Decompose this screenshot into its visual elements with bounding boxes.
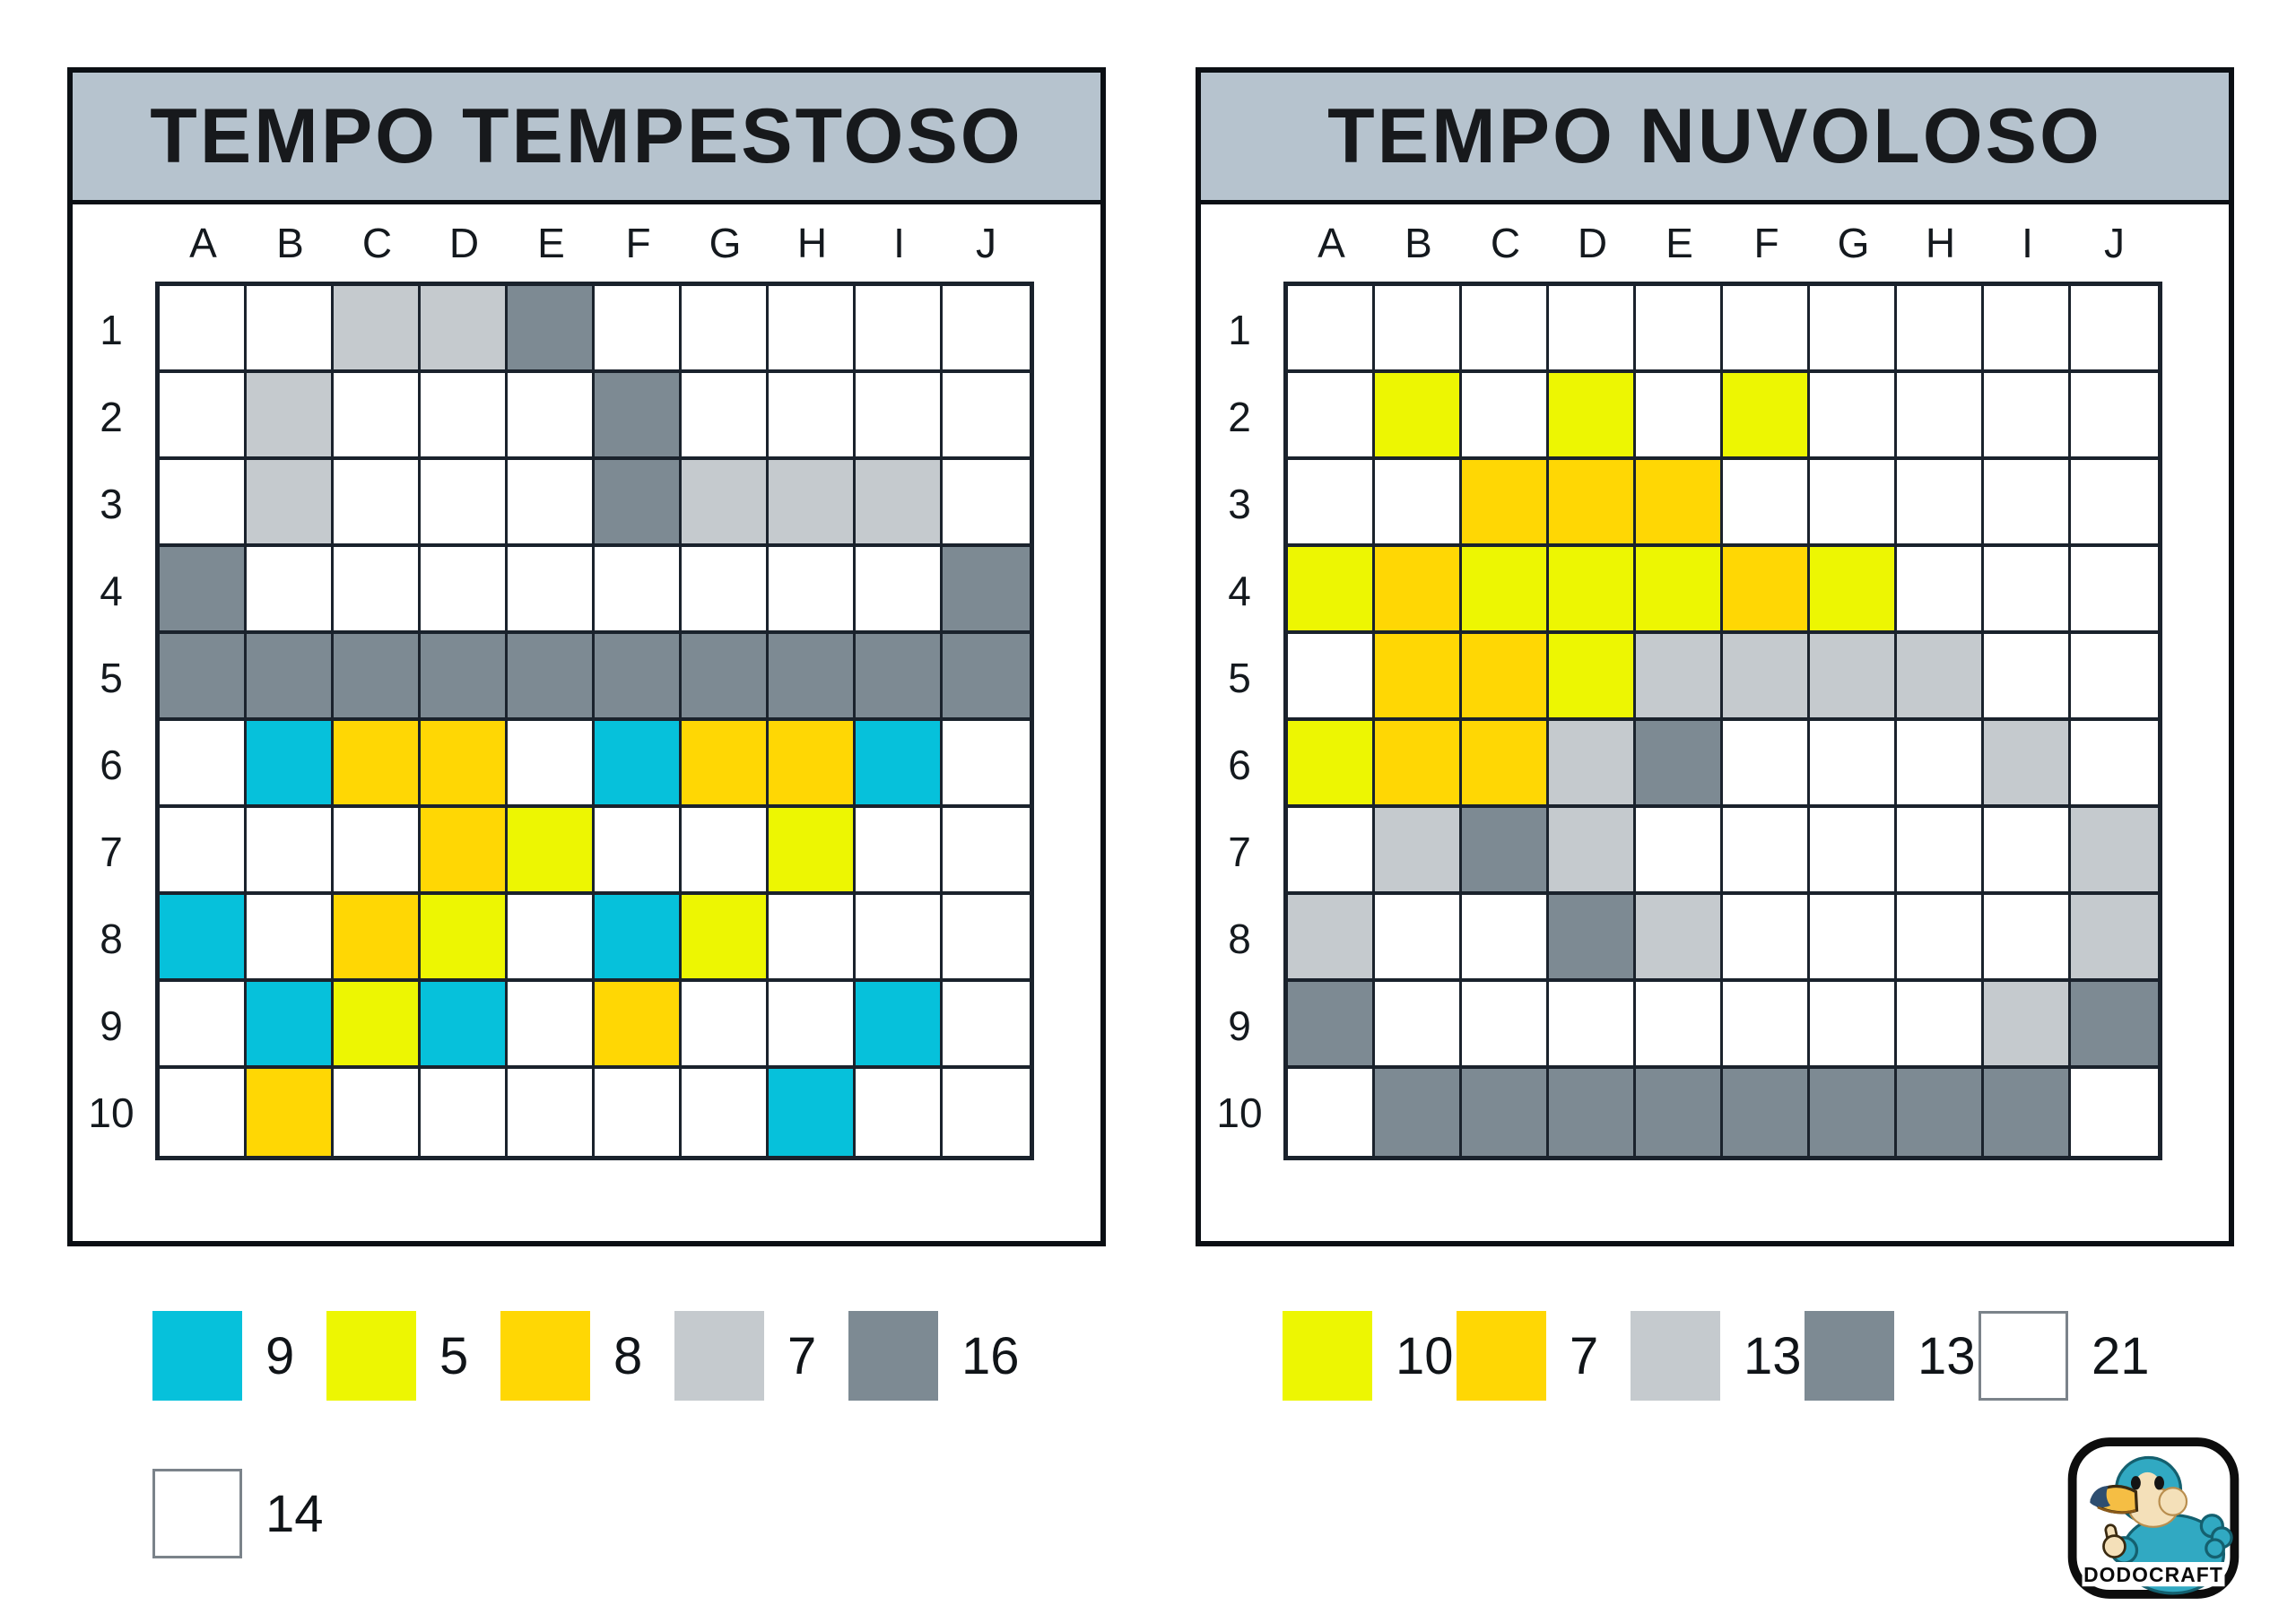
grid-cell-A3 — [1288, 460, 1375, 547]
grid-cell-H2 — [769, 373, 856, 460]
grid-cell-C4 — [1462, 547, 1549, 634]
grid-cell-D6 — [421, 721, 508, 808]
panel-title-bar — [1201, 73, 2229, 204]
grid-cell-G9 — [682, 982, 769, 1069]
row-labels — [73, 286, 150, 1156]
grid-cell-F3 — [1723, 460, 1810, 547]
dodo-badge — [2066, 1433, 2241, 1603]
grid-cell-C1 — [1462, 286, 1549, 373]
grid-cell-E5 — [508, 634, 595, 721]
grid-cell-C6 — [1462, 721, 1549, 808]
row-label-7: 7 — [1228, 828, 1251, 875]
legend-swatch-white — [1979, 1311, 2068, 1401]
grid-cell-E7 — [508, 808, 595, 895]
legend-item-lightgray — [1631, 1311, 1805, 1401]
grid-cell-B9 — [1375, 982, 1462, 1069]
grid-cell-J7 — [943, 808, 1030, 895]
row-label-3: 3 — [100, 480, 123, 527]
grid-cell-F6 — [595, 721, 682, 808]
legend-row — [1283, 1311, 2152, 1401]
grid-cell-D2 — [1549, 373, 1636, 460]
grid-cell-G4 — [682, 547, 769, 634]
grid-cell-C2 — [334, 373, 421, 460]
grid-cell-E2 — [508, 373, 595, 460]
legend-count-darkgray: 13 — [1918, 1326, 1976, 1385]
grid-cell-G3 — [682, 460, 769, 547]
grid-cell-F9 — [595, 982, 682, 1069]
grid-cell-A8 — [160, 895, 247, 982]
column-letter-G: G — [1837, 220, 1870, 266]
grid-cell-B2 — [1375, 373, 1462, 460]
grid-cell-F10 — [595, 1069, 682, 1156]
grid-cell-F8 — [1723, 895, 1810, 982]
grid-cell-I8 — [1984, 895, 2071, 982]
grid-cell-G2 — [1810, 373, 1897, 460]
legend-count-yellow: 10 — [1396, 1326, 1454, 1385]
legend-count-cyan: 9 — [265, 1326, 295, 1385]
grid-cell-D7 — [421, 808, 508, 895]
grid-cell-E3 — [508, 460, 595, 547]
row-label-3: 3 — [1228, 480, 1251, 527]
grid-cell-B2 — [247, 373, 334, 460]
grid-cell-H8 — [1897, 895, 1984, 982]
grid-cell-G10 — [682, 1069, 769, 1156]
grid-cell-D8 — [1549, 895, 1636, 982]
column-letter-C: C — [1490, 220, 1521, 266]
row-label-6: 6 — [1228, 741, 1251, 788]
grid-cell-J3 — [943, 460, 1030, 547]
grid-cell-F2 — [595, 373, 682, 460]
grid-cell-A8 — [1288, 895, 1375, 982]
legend-row — [152, 1469, 1022, 1558]
grid-cell-H6 — [1897, 721, 1984, 808]
grid-cell-C9 — [1462, 982, 1549, 1069]
grid-cell-E6 — [1636, 721, 1723, 808]
grid-cell-I5 — [1984, 634, 2071, 721]
grid-cell-E4 — [508, 547, 595, 634]
grid-cell-E8 — [1636, 895, 1723, 982]
grid-cell-F5 — [595, 634, 682, 721]
grid-cell-G10 — [1810, 1069, 1897, 1156]
column-letters — [160, 204, 1030, 282]
row-label-4: 4 — [100, 567, 123, 614]
grid-cell-D5 — [421, 634, 508, 721]
grid-cell-D4 — [421, 547, 508, 634]
legend-tempestoso — [152, 1311, 1022, 1558]
grid-cell-C7 — [334, 808, 421, 895]
grid-cell-G7 — [1810, 808, 1897, 895]
grid-cell-F5 — [1723, 634, 1810, 721]
row-label-8: 8 — [100, 915, 123, 962]
grid-cell-C5 — [1462, 634, 1549, 721]
grid-cell-J5 — [2071, 634, 2158, 721]
grid-cell-H4 — [769, 547, 856, 634]
legend-item-darkgray — [848, 1311, 1022, 1401]
grid-cell-F1 — [595, 286, 682, 373]
grid-cell-F8 — [595, 895, 682, 982]
grid-cell-J6 — [943, 721, 1030, 808]
grid-cell-J10 — [2071, 1069, 2158, 1156]
grid-cell-B10 — [247, 1069, 334, 1156]
grid-cell-H9 — [1897, 982, 1984, 1069]
row-label-5: 5 — [1228, 654, 1251, 701]
grid-cell-B4 — [1375, 547, 1462, 634]
grid-cell-H5 — [769, 634, 856, 721]
grid-cell-A5 — [1288, 634, 1375, 721]
logo-brand: DODOCRAFT — [2083, 1562, 2223, 1586]
row-label-9: 9 — [100, 1002, 123, 1049]
grid-cell-J10 — [943, 1069, 1030, 1156]
grid-cell-D10 — [1549, 1069, 1636, 1156]
grid-cell-E7 — [1636, 808, 1723, 895]
grid-cell-G3 — [1810, 460, 1897, 547]
grid-cell-D10 — [421, 1069, 508, 1156]
grid-cell-C8 — [334, 895, 421, 982]
legend-count-lightgray: 13 — [1744, 1326, 1802, 1385]
grid-cell-A9 — [160, 982, 247, 1069]
column-letter-H: H — [796, 220, 828, 266]
grid-cell-E8 — [508, 895, 595, 982]
grid-cell-C2 — [1462, 373, 1549, 460]
row-label-2: 2 — [100, 393, 123, 440]
grid-cell-C1 — [334, 286, 421, 373]
grid-cell-B7 — [247, 808, 334, 895]
grid-cell-B3 — [1375, 460, 1462, 547]
row-label-10: 10 — [88, 1089, 135, 1136]
grid-cell-E3 — [1636, 460, 1723, 547]
grid-cell-G6 — [1810, 721, 1897, 808]
grid-cell-B5 — [1375, 634, 1462, 721]
grid-cell-A5 — [160, 634, 247, 721]
grid-cell-H10 — [769, 1069, 856, 1156]
grid-cell-E10 — [508, 1069, 595, 1156]
row-label-9: 9 — [1228, 1002, 1251, 1049]
grid-cell-D2 — [421, 373, 508, 460]
grid-cell-I3 — [856, 460, 943, 547]
grid-cell-J1 — [2071, 286, 2158, 373]
row-label-2: 2 — [1228, 393, 1251, 440]
column-letter-H: H — [1925, 220, 1956, 266]
grid-cell-G1 — [1810, 286, 1897, 373]
column-letter-E: E — [1665, 220, 1693, 266]
grid-cell-A1 — [160, 286, 247, 373]
grid-cell-C8 — [1462, 895, 1549, 982]
grid-cell-A1 — [1288, 286, 1375, 373]
legend-count-yellow: 5 — [439, 1326, 469, 1385]
grid-cell-D1 — [1549, 286, 1636, 373]
grid-cell-E4 — [1636, 547, 1723, 634]
column-letter-G: G — [709, 220, 742, 266]
grid-cell-C3 — [1462, 460, 1549, 547]
column-letter-E: E — [537, 220, 565, 266]
grid-cell-F4 — [595, 547, 682, 634]
grid-cell-J4 — [2071, 547, 2158, 634]
grid-cell-J5 — [943, 634, 1030, 721]
legend-item-gold — [500, 1311, 674, 1401]
grid-cell-I10 — [1984, 1069, 2071, 1156]
grid-cell-B7 — [1375, 808, 1462, 895]
grid-cell-C4 — [334, 547, 421, 634]
grid-cell-I7 — [856, 808, 943, 895]
grid-cell-A9 — [1288, 982, 1375, 1069]
grid-cell-B10 — [1375, 1069, 1462, 1156]
grid-cell-B6 — [247, 721, 334, 808]
panel-body — [73, 204, 1100, 1241]
grid-cell-E9 — [508, 982, 595, 1069]
grid-cell-H10 — [1897, 1069, 1984, 1156]
legend-item-gold — [1457, 1311, 1631, 1401]
column-letter-C: C — [361, 220, 393, 266]
column-letter-D: D — [448, 220, 480, 266]
grid-cell-A6 — [1288, 721, 1375, 808]
column-letter-I: I — [893, 220, 905, 266]
grid-cell-F2 — [1723, 373, 1810, 460]
row-label-7: 7 — [100, 828, 123, 875]
legend-swatch-lightgray — [674, 1311, 764, 1401]
legend-count-white: 21 — [2092, 1326, 2150, 1385]
dodocraft-logo — [2066, 1433, 2241, 1603]
legend-item-white — [1979, 1311, 2152, 1401]
grid-cell-J9 — [943, 982, 1030, 1069]
grid-cell-F9 — [1723, 982, 1810, 1069]
grid-cell-I2 — [856, 373, 943, 460]
grid-cell-I9 — [1984, 982, 2071, 1069]
grid-cell-G8 — [682, 895, 769, 982]
grid-cell-G6 — [682, 721, 769, 808]
row-labels — [1201, 286, 1278, 1156]
grid-cell-F1 — [1723, 286, 1810, 373]
grid-cell-I1 — [856, 286, 943, 373]
grid-cell-J3 — [2071, 460, 2158, 547]
grid-cell-B5 — [247, 634, 334, 721]
grid-cell-G9 — [1810, 982, 1897, 1069]
legend-count-lightgray: 7 — [787, 1326, 817, 1385]
row-label-6: 6 — [100, 741, 123, 788]
legend-nuvoloso — [1283, 1311, 2152, 1401]
grid-cell-J1 — [943, 286, 1030, 373]
grid-cell-F6 — [1723, 721, 1810, 808]
panel-title-bar — [73, 73, 1100, 204]
column-letter-B: B — [1405, 220, 1432, 266]
legend-swatch-lightgray — [1631, 1311, 1720, 1401]
panel-tempo-tempestoso — [67, 67, 1106, 1246]
grid-cell-J2 — [2071, 373, 2158, 460]
grid-cell-H3 — [769, 460, 856, 547]
grid-cell-F4 — [1723, 547, 1810, 634]
grid-cell-I5 — [856, 634, 943, 721]
grid-cell-F3 — [595, 460, 682, 547]
grid-cell-F7 — [1723, 808, 1810, 895]
grid-cell-A6 — [160, 721, 247, 808]
grid-cell-H4 — [1897, 547, 1984, 634]
grid-cell-B8 — [247, 895, 334, 982]
grid-cell-C5 — [334, 634, 421, 721]
grid-cell-H2 — [1897, 373, 1984, 460]
grid-cell-G5 — [682, 634, 769, 721]
grid-cell-B1 — [247, 286, 334, 373]
grid-cell-E2 — [1636, 373, 1723, 460]
grid-cell-D8 — [421, 895, 508, 982]
grid-cell-D9 — [421, 982, 508, 1069]
grid-cell-G2 — [682, 373, 769, 460]
grid-cell-D7 — [1549, 808, 1636, 895]
panel-title: TEMPO TEMPESTOSO — [150, 92, 1023, 179]
grid-cell-G8 — [1810, 895, 1897, 982]
grid-cell-H3 — [1897, 460, 1984, 547]
grid-cell-H9 — [769, 982, 856, 1069]
pixel-grid-tempestoso — [155, 282, 1034, 1160]
grid-cell-I1 — [1984, 286, 2071, 373]
legend-swatch-gold — [1457, 1311, 1546, 1401]
legend-swatch-darkgray — [1805, 1311, 1894, 1401]
legend-count-gold: 7 — [1570, 1326, 1599, 1385]
legend-item-white — [152, 1469, 326, 1558]
grid-cell-J8 — [2071, 895, 2158, 982]
grid-cell-J6 — [2071, 721, 2158, 808]
grid-cell-D3 — [421, 460, 508, 547]
grid-cell-H5 — [1897, 634, 1984, 721]
grid-cell-I9 — [856, 982, 943, 1069]
legend-count-gold: 8 — [613, 1326, 643, 1385]
grid-cell-I3 — [1984, 460, 2071, 547]
column-letter-J: J — [2104, 220, 2125, 266]
column-letter-J: J — [976, 220, 996, 266]
grid-cell-E6 — [508, 721, 595, 808]
grid-cell-E10 — [1636, 1069, 1723, 1156]
grid-cell-F10 — [1723, 1069, 1810, 1156]
legend-item-yellow — [1283, 1311, 1457, 1401]
grid-cell-G4 — [1810, 547, 1897, 634]
grid-cell-J4 — [943, 547, 1030, 634]
grid-cell-I10 — [856, 1069, 943, 1156]
grid-cell-A3 — [160, 460, 247, 547]
grid-cell-I2 — [1984, 373, 2071, 460]
legend-item-lightgray — [674, 1311, 848, 1401]
grid-cell-J2 — [943, 373, 1030, 460]
legend-count-darkgray: 16 — [961, 1326, 1020, 1385]
column-letter-A: A — [189, 220, 217, 266]
grid-cell-C6 — [334, 721, 421, 808]
panel-tempo-nuvoloso — [1196, 67, 2234, 1246]
grid-cell-G5 — [1810, 634, 1897, 721]
grid-cell-G1 — [682, 286, 769, 373]
row-label-8: 8 — [1228, 915, 1251, 962]
grid-cell-B4 — [247, 547, 334, 634]
grid-cell-H1 — [769, 286, 856, 373]
grid-cell-H7 — [769, 808, 856, 895]
legend-swatch-gold — [500, 1311, 590, 1401]
row-label-10: 10 — [1216, 1089, 1263, 1136]
grid-cell-B6 — [1375, 721, 1462, 808]
grid-cell-C3 — [334, 460, 421, 547]
grid-cell-A2 — [160, 373, 247, 460]
grid-cell-B3 — [247, 460, 334, 547]
row-label-5: 5 — [100, 654, 123, 701]
column-letter-F: F — [625, 220, 651, 266]
grid-cell-A7 — [160, 808, 247, 895]
row-label-1: 1 — [100, 306, 123, 353]
legend-swatch-yellow — [326, 1311, 416, 1401]
legend-item-yellow — [326, 1311, 500, 1401]
legend-count-white: 14 — [265, 1484, 324, 1543]
grid-cell-D1 — [421, 286, 508, 373]
grid-cell-I4 — [856, 547, 943, 634]
grid-cell-C10 — [334, 1069, 421, 1156]
legend-row — [152, 1311, 1022, 1401]
grid-cell-H1 — [1897, 286, 1984, 373]
grid-cell-I4 — [1984, 547, 2071, 634]
column-letter-I: I — [2022, 220, 2033, 266]
grid-cell-A4 — [160, 547, 247, 634]
grid-cell-A7 — [1288, 808, 1375, 895]
grid-cell-A10 — [1288, 1069, 1375, 1156]
grid-cell-G7 — [682, 808, 769, 895]
grid-cell-J8 — [943, 895, 1030, 982]
grid-cell-E1 — [508, 286, 595, 373]
grid-cell-B9 — [247, 982, 334, 1069]
grid-cell-I6 — [1984, 721, 2071, 808]
legend-item-cyan — [152, 1311, 326, 1401]
grid-cell-B1 — [1375, 286, 1462, 373]
grid-cell-I6 — [856, 721, 943, 808]
grid-cell-A2 — [1288, 373, 1375, 460]
legend-swatch-cyan — [152, 1311, 242, 1401]
grid-cell-D3 — [1549, 460, 1636, 547]
grid-cell-H7 — [1897, 808, 1984, 895]
legend-swatch-yellow — [1283, 1311, 1372, 1401]
grid-cell-A10 — [160, 1069, 247, 1156]
grid-cell-H6 — [769, 721, 856, 808]
panel-title: TEMPO NUVOLOSO — [1327, 92, 2102, 179]
grid-cell-I7 — [1984, 808, 2071, 895]
grid-cell-E5 — [1636, 634, 1723, 721]
grid-cell-C10 — [1462, 1069, 1549, 1156]
pixel-grid-nuvoloso — [1283, 282, 2162, 1160]
row-label-1: 1 — [1228, 306, 1251, 353]
grid-cell-D5 — [1549, 634, 1636, 721]
grid-cell-I8 — [856, 895, 943, 982]
column-letter-F: F — [1753, 220, 1779, 266]
legend-item-darkgray — [1805, 1311, 1979, 1401]
grid-cell-E1 — [1636, 286, 1723, 373]
grid-cell-C7 — [1462, 808, 1549, 895]
legend-swatch-white — [152, 1469, 242, 1558]
panel-body — [1201, 204, 2229, 1241]
grid-cell-A4 — [1288, 547, 1375, 634]
grid-cell-D6 — [1549, 721, 1636, 808]
grid-cell-H8 — [769, 895, 856, 982]
grid-cell-J7 — [2071, 808, 2158, 895]
column-letter-A: A — [1318, 220, 1345, 266]
column-letter-D: D — [1577, 220, 1608, 266]
grid-cell-B8 — [1375, 895, 1462, 982]
grid-cell-E9 — [1636, 982, 1723, 1069]
column-letters — [1288, 204, 2158, 282]
grid-cell-J9 — [2071, 982, 2158, 1069]
row-label-4: 4 — [1228, 567, 1251, 614]
grid-cell-C9 — [334, 982, 421, 1069]
grid-cell-D4 — [1549, 547, 1636, 634]
column-letter-B: B — [276, 220, 304, 266]
grid-cell-F7 — [595, 808, 682, 895]
legend-swatch-darkgray — [848, 1311, 938, 1401]
grid-cell-D9 — [1549, 982, 1636, 1069]
